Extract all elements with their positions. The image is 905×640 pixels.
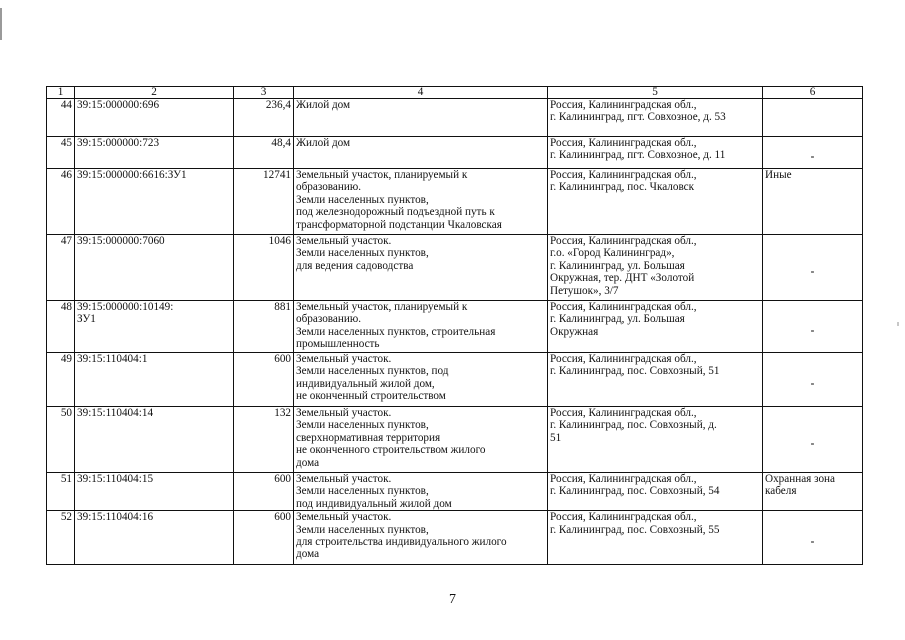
cell-text-line: г. Калининград, пгт. Совхозное, д. 53 (550, 111, 726, 124)
address-cell (548, 407, 763, 473)
cell-text-line: г. Калининград, пос. Совхозный, 55 (550, 523, 720, 536)
cell-text-line: промышленность (296, 338, 380, 351)
restriction-note-cell (763, 137, 863, 169)
row-number-cell: 51 (47, 473, 75, 511)
area-cell: 1046 (234, 235, 294, 301)
header-cell-5: 5 (548, 87, 763, 99)
table-row (47, 407, 863, 473)
cell-text-line: Россия, Калининградская обл., (550, 407, 697, 419)
dash-mark: - (810, 536, 815, 549)
row-number-cell: 52 (47, 511, 75, 565)
cell-text-line: 39:15:000000:696 (77, 99, 160, 111)
row-number-cell: 49 (47, 353, 75, 407)
restriction-note-cell (763, 301, 863, 353)
description-cell (294, 473, 548, 511)
cell-text-line: Земли населенных пунктов, (296, 523, 429, 536)
cell-text-line: г.о. «Город Калининград», (550, 247, 675, 260)
row-number-cell: 50 (47, 407, 75, 473)
scan-speck (897, 322, 899, 326)
restriction-note-cell (763, 511, 863, 565)
restriction-note-cell (763, 473, 863, 511)
header-cell-1: 1 (47, 87, 75, 99)
restriction-note-cell (763, 407, 863, 473)
cadastral-number-cell (75, 473, 234, 511)
cell-text-line: Петушок», 3/7 (550, 284, 619, 297)
cadastral-number-cell (75, 169, 234, 235)
dash-mark: - (810, 378, 815, 390)
cell-text-line: Россия, Калининградская обл., (550, 137, 697, 149)
cell-text-line: г. Калининград, пос. Совхозный, 51 (550, 365, 720, 378)
cell-text-line: Окружная (550, 325, 599, 338)
cell-text-line: под железнодорожный подъездной путь к (296, 206, 495, 219)
table-row (47, 473, 863, 511)
row-number-cell: 46 (47, 169, 75, 235)
header-cell-3: 3 (234, 87, 294, 99)
cell-text-line: для ведения садоводства (296, 259, 414, 272)
description-cell (294, 235, 548, 301)
note-text: Охранная зона кабеля (765, 473, 836, 498)
table-row (47, 137, 863, 169)
cell-text-line: дома (296, 548, 320, 561)
address-cell (548, 235, 763, 301)
cell-text-line: г. Калининград, ул. Большая (550, 259, 685, 272)
row-number-cell: 45 (47, 137, 75, 169)
description-cell (294, 407, 548, 473)
area-cell: 600 (234, 473, 294, 511)
area-cell: 600 (234, 353, 294, 407)
address-cell (548, 169, 763, 235)
dash-mark: - (810, 151, 815, 163)
cell-text-line: для строительства индивидуального жилого (296, 536, 507, 549)
row-number-cell: 48 (47, 301, 75, 353)
table-row (47, 235, 863, 301)
cell-text-line: Земли населенных пунктов, строительная (296, 325, 496, 338)
cell-text-line: Земельный участок. (296, 235, 392, 247)
cadastral-number-cell (75, 99, 234, 137)
cell-text-line: Россия, Калининградская обл., (550, 169, 697, 181)
cell-text-line: г. Калининград, пос. Совхозный, 54 (550, 485, 720, 498)
area-cell: 132 (234, 407, 294, 473)
restriction-note-cell (763, 353, 863, 407)
dash-mark: - (810, 438, 815, 450)
area-cell: 12741 (234, 169, 294, 235)
area-cell: 600 (234, 511, 294, 565)
cell-text-line: Земельный участок. (296, 511, 392, 524)
cadastral-number-cell (75, 353, 234, 407)
property-registry-table (46, 86, 863, 565)
cell-text-line: 39:15:000000:7060 (77, 235, 165, 247)
cadastral-number-cell (75, 301, 234, 353)
cadastral-number-cell (75, 407, 234, 473)
note-text: Иные (765, 169, 792, 181)
area-cell: 48,4 (234, 137, 294, 169)
cell-text-line: не оконченного строительством жилого (296, 444, 486, 457)
header-cell-6: 6 (763, 87, 863, 99)
cell-text-line: г. Калининград, ул. Большая (550, 313, 685, 326)
cadastral-number-cell (75, 137, 234, 169)
description-cell (294, 137, 548, 169)
table-row (47, 353, 863, 407)
cell-text-line: индивидуальный жилой дом, (296, 377, 435, 390)
table-row (47, 99, 863, 137)
header-cell-4: 4 (294, 87, 548, 99)
cell-text-line: образованию. (296, 313, 362, 326)
scan-edge-mark (0, 8, 2, 40)
cell-text-line: Россия, Калининградская обл., (550, 235, 697, 247)
cell-text-line: Россия, Калининградская обл., (550, 473, 697, 485)
description-cell (294, 301, 548, 353)
description-cell (294, 511, 548, 565)
table-row (47, 169, 863, 235)
cell-text-line: образованию. (296, 181, 362, 194)
cell-text-line: 39:15:110404:15 (77, 473, 154, 485)
area-cell: 881 (234, 301, 294, 353)
cell-text-line: Земли населенных пунктов, (296, 247, 429, 260)
cadastral-number-cell (75, 511, 234, 565)
table-body (47, 99, 863, 565)
cell-text-line: Россия, Калининградская обл., (550, 353, 697, 365)
cell-text-line: сверхнормативная территория (296, 431, 441, 444)
restriction-note-cell (763, 235, 863, 301)
cell-text-line: Земли населенных пунктов, под (296, 365, 449, 378)
cell-text-line: Земли населенных пунктов, (296, 419, 429, 432)
dash-mark: - (810, 325, 815, 337)
cell-text-line: г. Калининград, пос. Чкаловск (550, 181, 695, 194)
cell-text-line: 39:15:110404:1 (77, 353, 148, 365)
area-cell: 236,4 (234, 99, 294, 137)
restriction-note-cell (763, 99, 863, 137)
address-cell (548, 353, 763, 407)
header-cell-2: 2 (75, 87, 234, 99)
address-cell (548, 301, 763, 353)
cell-text-line: трансформаторной подстанции Чкаловская (296, 218, 502, 231)
cell-text-line: Земельный участок. (296, 353, 392, 365)
cell-text-line: Окружная, тер. ДНТ «Золотой (550, 272, 695, 285)
cell-text-line: 39:15:000000:723 (77, 137, 160, 149)
dash-mark: - (810, 266, 815, 278)
table-row (47, 511, 863, 565)
address-cell (548, 99, 763, 137)
cell-text-line: дома (296, 456, 320, 469)
cell-text-line: Россия, Калининградская обл., (550, 511, 697, 524)
address-cell (548, 137, 763, 169)
cell-text-line: Жилой дом (296, 99, 351, 111)
cell-text-line: 51 (550, 431, 562, 444)
address-cell (548, 511, 763, 565)
cell-text-line: Жилой дом (296, 137, 351, 149)
cell-text-line: не оконченный строительством (296, 390, 446, 403)
cell-text-line: Земельный участок, планируемый к (296, 301, 468, 313)
cell-text-line: Земли населенных пунктов, (296, 193, 429, 206)
cell-text-line: Земельный участок, планируемый к (296, 169, 468, 181)
cell-text-line: Россия, Калининградская обл., (550, 99, 697, 111)
row-number-cell: 47 (47, 235, 75, 301)
cell-text-line: ЗУ1 (77, 313, 96, 326)
cell-text-line: Россия, Калининградская обл., (550, 301, 697, 313)
header-row (47, 87, 863, 99)
cell-text-line: Земельный участок. (296, 407, 392, 419)
cell-text-line: 39:15:000000:6616:ЗУ1 (77, 169, 187, 181)
cell-text-line: под индивидуальный жилой дом (296, 497, 452, 510)
address-cell (548, 473, 763, 511)
description-cell (294, 169, 548, 235)
description-cell (294, 353, 548, 407)
description-cell (294, 99, 548, 137)
cell-text-line: Земельный участок. (296, 473, 392, 485)
cell-text-line: г. Калининград, пгт. Совхозное, д. 11 (550, 149, 726, 162)
cell-text-line: 39:15:110404:14 (77, 407, 154, 419)
restriction-note-cell (763, 169, 863, 235)
page-number: 7 (449, 592, 456, 607)
cell-text-line: г. Калининград, пос. Совхозный, д. (550, 419, 717, 432)
cadastral-number-cell (75, 235, 234, 301)
table-row (47, 301, 863, 353)
cell-text-line: 39:15:000000:10149: (77, 301, 174, 313)
cell-text-line: 39:15:110404:16 (77, 511, 154, 524)
cell-text-line: Земли населенных пунктов, (296, 485, 429, 498)
row-number-cell: 44 (47, 99, 75, 137)
